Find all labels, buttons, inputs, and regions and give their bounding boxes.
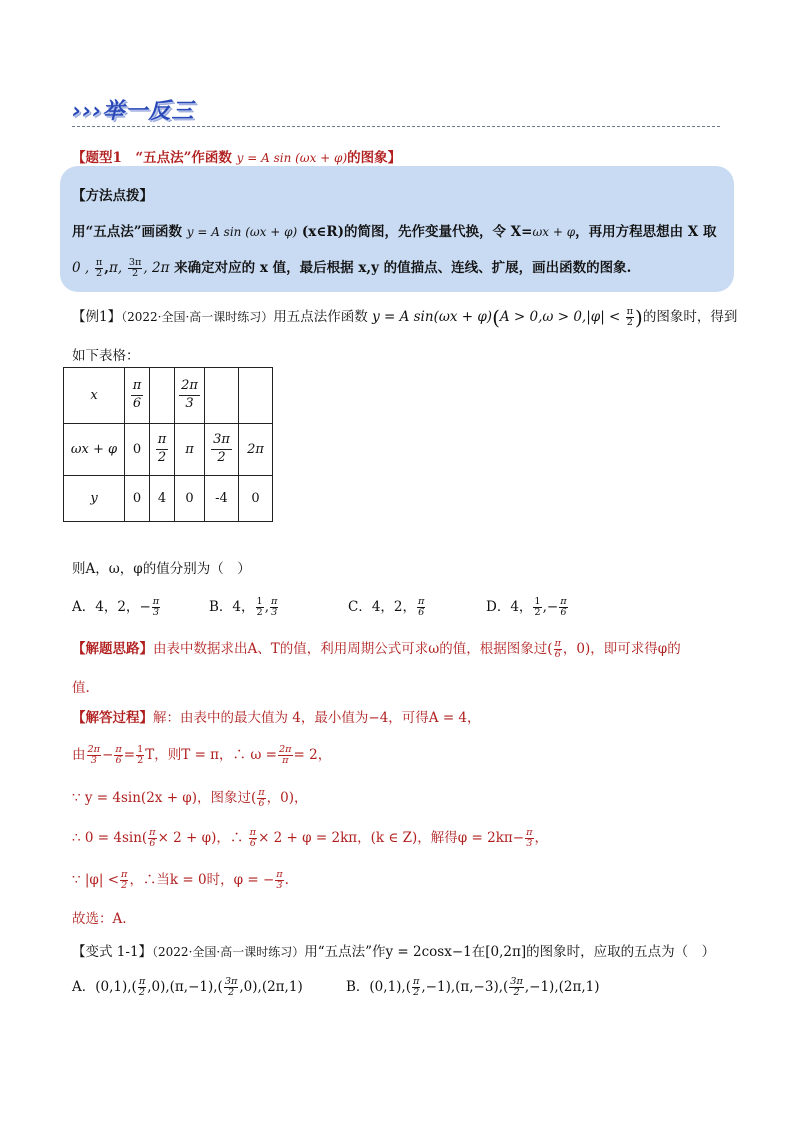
topic-heading: 【题型1 “五点法”作函数 y = A sin (ωx + φ)的图象】 xyxy=(72,150,402,166)
table-cell xyxy=(239,368,273,424)
example-1-table-intro: 如下表格： xyxy=(72,348,140,364)
table-cell: π xyxy=(175,424,205,476)
variant-option-a: A．(0,1),( $\frac{\pi}{2}$ ,0),(π,−1),( $\frac{3\pi}{2}$ ,0),(2π,1) xyxy=(72,975,303,998)
table-cell: 4 xyxy=(150,476,175,522)
table-cell: $\frac{\pi}{2}$ xyxy=(150,424,175,476)
solution-line-3: ∵ y = 4sin(2x + φ)，图象过( $\frac{\pi}{6}$ ，0)， xyxy=(72,786,308,809)
table-cell xyxy=(150,368,175,424)
table-cell xyxy=(205,368,239,424)
table-cell: 0 xyxy=(125,476,150,522)
table-cell: 0 xyxy=(125,424,150,476)
table-cell: 2π xyxy=(239,424,273,476)
variant-1-1-statement: 【变式 1-1】（2022·全国·高一课时练习）用“五点法”作y = 2cosx−1在[0,2π]的图象时，应取的五点为（ ） xyxy=(72,944,716,960)
table-cell: 0 xyxy=(175,476,205,522)
option-b: B．4， $\frac{1}{2}$ , $\frac{\pi}{3}$ xyxy=(209,595,278,618)
example-1-question: 则A，ω，φ的值分别为（ ） xyxy=(72,561,251,577)
five-point-table xyxy=(63,367,273,522)
table-row-label: y xyxy=(64,476,125,522)
solution-line-5: ∵ |φ| < $\frac{\pi}{2}$ ，∴当k = 0时，φ = − $\frac{\pi}{3}$ . xyxy=(72,868,289,891)
solution-line-1: 【解答过程】解：由表中的最大值为 4，最小值为−4，可得A = 4， xyxy=(72,710,481,726)
table-row-label: x xyxy=(64,368,125,424)
banner-divider xyxy=(72,126,720,127)
banner-arrows: ››› xyxy=(72,99,103,124)
fraction-3pi-2: $\frac{3\pi}{2}$ xyxy=(128,256,142,279)
table-cell: 0 xyxy=(239,476,273,522)
option-c: C．4，2， $\frac{\pi}{6}$ xyxy=(348,595,425,618)
table-cell: $\frac{\pi}{6}$ xyxy=(125,368,150,424)
table-cell: -4 xyxy=(205,476,239,522)
table-cell: $\frac{2\pi}{3}$ xyxy=(175,368,205,424)
solution-line-4: ∴ 0 = 4sin( $\frac{\pi}{6}$ × 2 + φ)，∴ $\frac{\pi}{6}$ × 2 + φ = 2kπ，(k ∈ Z)，解得φ = 2kπ− $\frac{\pi}{3}$ ， xyxy=(72,826,548,849)
method-line-2: 0 , $\frac{\pi}{2}$ ,π, $\frac{3\pi}{2}$ , 2π 来确定对应的 x 值，最后根据 x,y 的值描点、连线、扩展，画出函数的图象. xyxy=(72,256,632,279)
thinking-line-2: 值. xyxy=(72,680,90,696)
example-1-statement: 【例1】（2022·全国·高一课时练习）用五点法作函数 y = A sin(ωx + φ)(A > 0,ω > 0,|φ| < $\frac{\pi}{2}$ )的图象时，得到 xyxy=(72,305,738,330)
fraction-pi-2: $\frac{\pi}{2}$ xyxy=(95,256,103,279)
option-a: A．4，2，− $\frac{\pi}{3}$ xyxy=(72,595,160,618)
solution-answer: 故选：A. xyxy=(72,911,127,927)
section-banner xyxy=(72,94,232,128)
thinking-line-1: 【解题思路】由表中数据求出A、T的值，利用周期公式可求ω的值，根据图象过( $\frac{\pi}{6}$ ，0)，即可求得φ的 xyxy=(72,637,681,660)
table-row-label: ωx + φ xyxy=(64,424,125,476)
option-d: D．4， $\frac{1}{2}$ ,− $\frac{\pi}{6}$ xyxy=(486,595,567,618)
solution-line-2: 由 $\frac{2\pi}{3}$ − $\frac{\pi}{6}$ = $\frac{1}{2}$ T，则T = π，∴ ω = $\frac{2\pi}{\pi}$ = 2， xyxy=(72,743,332,766)
table-cell: $\frac{3\pi}{2}$ xyxy=(205,424,239,476)
variant-option-b: B．(0,1),( $\frac{\pi}{2}$ ,−1),(π,−3),( $\frac{3\pi}{2}$ ,−1),(2π,1) xyxy=(346,975,600,998)
banner-title: 举一反三 xyxy=(102,99,195,124)
method-title: 【方法点拨】 xyxy=(72,188,153,204)
method-line-1: 用“五点法”画函数 y = A sin (ωx + φ) (x∈R)的简图，先作变量代换，令 X=ωx + φ，再用方程思想由 X 取 xyxy=(72,224,717,240)
